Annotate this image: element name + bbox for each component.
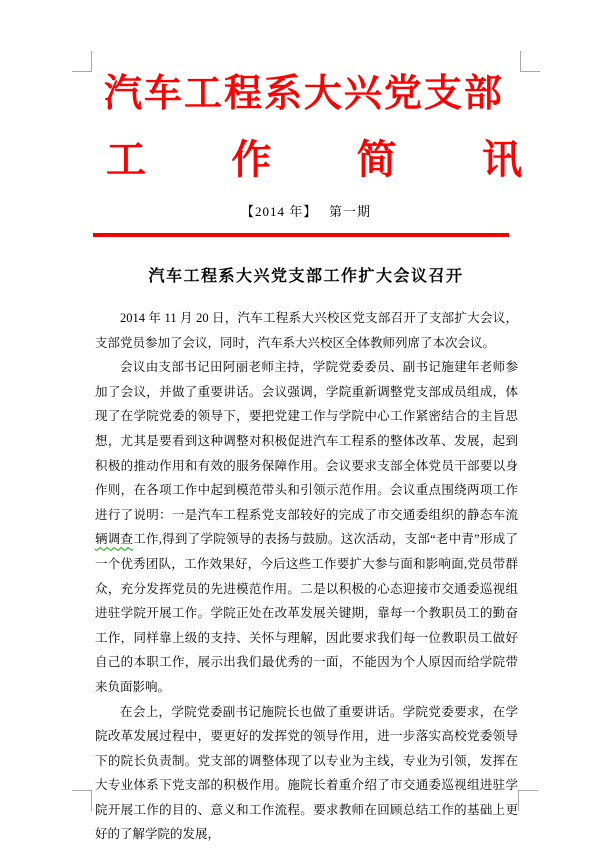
title-char: 讯 <box>481 137 522 182</box>
crop-mark-bottom-right <box>518 790 538 811</box>
article <box>0 263 612 847</box>
crop-mark-top-left <box>72 51 92 72</box>
masthead-title-line2 <box>106 136 522 184</box>
title-char: 党 <box>383 73 422 115</box>
title-char: 简 <box>356 137 397 182</box>
body-paragraph <box>95 700 518 848</box>
title-char: 车 <box>143 73 182 115</box>
spellcheck-flagged-text: 辆调查 <box>95 532 134 547</box>
title-char: 作 <box>231 137 272 182</box>
masthead-rule <box>93 233 509 237</box>
body-paragraph <box>95 306 518 355</box>
body-paragraph <box>95 355 518 699</box>
text-segment: 在会上，学院党委副书记施院长也做了重要讲话。学院党委要求，在学院改革发展过程中，要更好的发挥党的领导作用，进一步落实高校党委领导下的院长负责制。党支部的调整体现了以专业为主线，专业为引领，发挥在大专业体系下党支部的积极作用。施院长着重介绍了市交通委巡视组进驻学院开展工作的目的、意义和工作流程。要求教师在回顾总结工作的基础上更好的了解学院的发展， <box>95 704 518 842</box>
article-headline: 汽车工程系大兴党支部工作扩大会议召开 <box>148 268 464 285</box>
title-char: 汽 <box>104 73 143 115</box>
issue-line: 【2014 年】 第一期 <box>240 204 371 219</box>
masthead <box>0 0 612 237</box>
title-char: 工 <box>183 73 222 115</box>
title-char: 程 <box>223 73 262 115</box>
crop-mark-top-right <box>520 51 540 72</box>
title-char: 系 <box>263 73 302 115</box>
masthead-title-line1 <box>104 72 502 116</box>
title-char: 大 <box>303 73 342 115</box>
title-char: 支 <box>423 73 462 115</box>
text-segment: 工作,得到了学院领导的表扬与鼓励。这次活动，支部“老中青”形成了一个优秀团队，工作效果好，今后这些工作要扩大参与面和影响面,党员带群众，充分发挥党员的先进模范作用。二是以积极的心态迎接市交通委巡视组进驻学院开展工作。学院正处在改革发展关键期，靠每一个教职员工的勤奋工作，同样靠上级的支持、关怀与理解，因此要求我们每一位教职员工做好自己的本职工作，展示出我们最优秀的一面，不能因为个人原因而给学院带来负面影响。 <box>95 532 518 694</box>
text-segment: 会议由支部书记田阿丽老师主持，学院党委委员、副书记施建年老师参加了会议，并做了重要讲话。会议强调，学院重新调整党支部成员组成，体现了在学院党委的领导下，要把党建工作与学院中心工作紧密结合的主旨思想，尤其是要看到这种调整对积极促进汽车工程系的整体改革、发展，起到积极的推动作用和有效的服务保障作用。会议要求支部全体党员干部要以身作则，在各项工作中起到模范带头和引领示范作用。会议重点围绕两项工作进行了说明：一是汽车工程系党支部较好的完成了市交通委组织的静态车流 <box>95 360 518 522</box>
title-char: 兴 <box>343 73 382 115</box>
crop-mark-bottom-left <box>72 790 92 811</box>
title-char: 部 <box>463 73 502 115</box>
text-segment: 2014 年 11 月 20 日，汽车工程系大兴校区党支部召开了支部扩大会议，支部党员参加了会议，同时，汽车系大兴校区全体教师列席了本次会议。 <box>95 311 518 350</box>
title-char: 工 <box>106 137 146 182</box>
article-body <box>95 306 518 847</box>
